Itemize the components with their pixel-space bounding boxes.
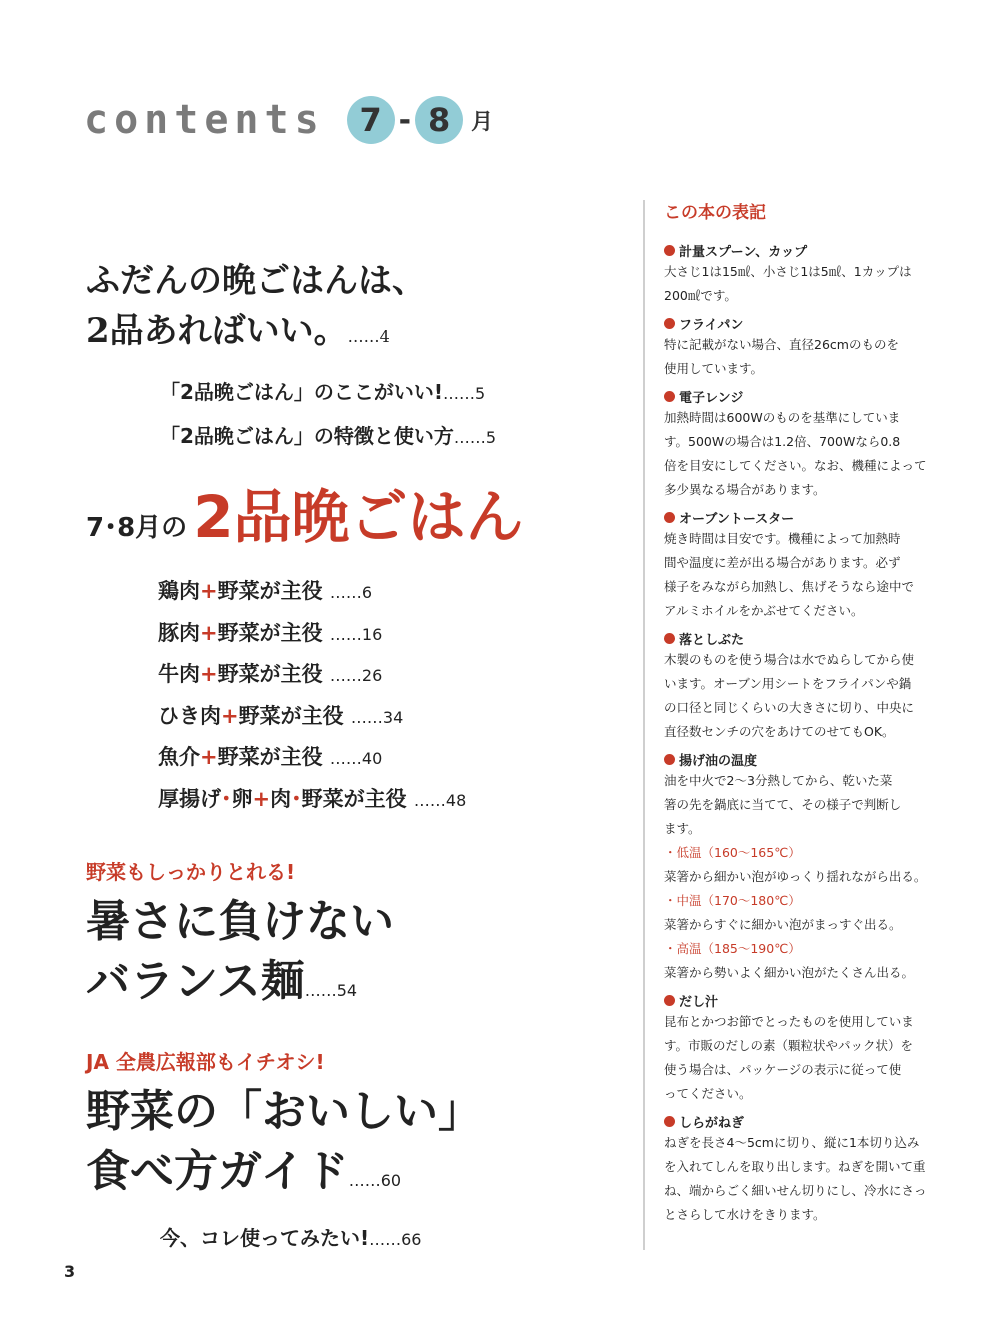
toc-item-label: 野菜が主役 [301, 787, 407, 811]
note-heading-text: オーブントースター [679, 512, 795, 527]
note-body: 焼き時間は目安です。機種によって加熱時 [664, 531, 901, 546]
note-heading-text: フライパン [679, 318, 744, 333]
toc-item-label: 「2品晩ごはん」のここがいい! [160, 380, 444, 404]
section-two-dishes-prefix: 7･8月の [86, 513, 188, 543]
toc-item-label: ひき肉 [158, 704, 221, 728]
page-ref: ……34 [350, 708, 404, 727]
toc-item-label: 野菜が主役 [217, 662, 323, 686]
note-heading [664, 1112, 936, 1131]
bullet-dot-icon [664, 512, 675, 523]
temp-desc-low: 菜箸から細かい泡がゆっくり揺れながら出る。 [664, 869, 927, 884]
section-guide-title[interactable] [86, 1082, 482, 1211]
toc-item-label: 豚肉 [158, 621, 200, 645]
toc-item-tofu-egg-meat[interactable] [158, 783, 466, 813]
bullet-dot-icon [664, 995, 675, 1006]
page-number: 3 [64, 1262, 76, 1281]
month-start-badge: 7 [347, 96, 395, 144]
page-ref: ……60 [348, 1171, 402, 1190]
toc-item-label: 野菜が主役 [217, 745, 323, 769]
plus-sign: + [221, 704, 239, 728]
page-ref: ……16 [329, 625, 383, 644]
plus-sign: + [200, 621, 218, 645]
bullet-dot-icon [664, 245, 675, 256]
toc-item-label: 野菜が主役 [217, 579, 323, 603]
note-body: います。オーブン用シートをフライパンや鍋 [664, 676, 912, 691]
toc-item-label: 「2品晩ごはん」の特徴と使い方 [160, 424, 454, 448]
toc-item-label: 魚介 [158, 745, 200, 769]
note-heading-text: 揚げ油の温度 [679, 754, 758, 769]
temp-label-low: ・低温（160～165℃） [664, 845, 801, 860]
toc-item-seafood[interactable] [158, 741, 382, 771]
toc-item-beef[interactable] [158, 658, 382, 688]
page-ref: ……5 [443, 384, 486, 403]
separator-dot: ･ [221, 787, 232, 811]
note-body: の口径と同じくらいの大きさに切り、中央に [664, 700, 915, 715]
note-body: す。500Wの場合は1.2倍、700Wなら0.8 [664, 434, 901, 449]
note-body: ね、端からごく細いせん切りにし、冷水にさっ [664, 1183, 927, 1198]
bullet-dot-icon [664, 1116, 675, 1127]
toc-item-label: 卵 [231, 787, 253, 811]
note-body: ねぎを長さ4～5cmに切り、縦に1本切り込み [664, 1135, 920, 1150]
bullet-dot-icon [664, 633, 675, 644]
note-body: 様子をみながら加熱し、焦げそうなら途中で [664, 579, 915, 594]
temp-desc-high: 菜箸から勢いよく細かい泡がたくさん出る。 [664, 965, 915, 980]
note-body: 200㎖です。 [664, 288, 737, 303]
section-guide-line2: 食べ方ガイド [86, 1146, 349, 1197]
toc-item-label: 鶏肉 [158, 579, 200, 603]
toc-item-merits[interactable] [160, 376, 485, 405]
page-ref: ……6 [329, 583, 373, 602]
month-dash: - [398, 102, 412, 138]
section-noodles-line1: 暑さに負けない [86, 896, 394, 947]
note-body: 多少異なる場合があります。 [664, 482, 826, 497]
temp-desc-medium: 菜箸からすぐに細かい泡がまっすぐ出る。 [664, 917, 902, 932]
note-heading-text: 落としぶた [679, 633, 745, 648]
note-heading-text: 計量スプーン、カップ [679, 245, 808, 260]
note-body: 箸の先を鍋底に当てて、その様子で判断し [664, 797, 902, 812]
toc-item-chicken[interactable] [158, 575, 372, 605]
notes-title: この本の表記 [664, 203, 766, 223]
page-ref: ……66 [369, 1230, 422, 1249]
note-body: ってください。 [664, 1086, 752, 1101]
toc-item-label: 厚揚げ [158, 787, 221, 811]
note-body: 加熱時間は600Wのものを基準にしていま [664, 410, 901, 425]
note-body: ます。 [664, 821, 701, 836]
section-two-dishes-main: 2品晩ごはん [193, 483, 524, 551]
toc-item-label: 今、コレ使ってみたい! [160, 1226, 370, 1250]
notation-notes [664, 198, 936, 1227]
separator-dot: ･ [291, 787, 302, 811]
note-body: アルミホイルをかぶせてください。 [664, 603, 864, 618]
note-body: 倍を目安にしてください。なお、機種によって [664, 458, 927, 473]
note-heading [664, 991, 936, 1010]
note-body: 大さじ1は15㎖、小さじ1は5㎖、1カップは [664, 264, 912, 279]
note-body: 木製のものを使う場合は水でぬらしてから使 [664, 652, 915, 667]
plus-sign: + [200, 662, 218, 686]
toc-item-minced-meat[interactable] [158, 700, 403, 730]
temp-label-high: ・高温（185～190℃） [664, 941, 801, 956]
section-guide-line1: 野菜の「おいしい」 [86, 1086, 482, 1137]
contents-word: contents [84, 97, 325, 143]
note-heading [664, 508, 936, 527]
bullet-dot-icon [664, 754, 675, 765]
column-divider [643, 200, 645, 1250]
section-everyday-line2: 2品あればいい。 [86, 311, 348, 351]
section-guide-kicker: JA 全農広報部もイチオシ! [86, 1050, 325, 1074]
note-heading [664, 314, 936, 333]
section-two-dishes-title[interactable] [86, 482, 524, 554]
plus-sign: + [200, 745, 218, 769]
page-ref: ……48 [413, 791, 467, 810]
page-ref: ……26 [329, 666, 383, 685]
note-heading-text: 電子レンジ [679, 391, 744, 406]
page-ref: ……4 [347, 327, 390, 346]
note-body: 昆布とかつお節でとったものを使用していま [664, 1014, 914, 1029]
note-body: 直径数センチの穴をあけてのせてもOK。 [664, 724, 895, 739]
toc-item-label: 牛肉 [158, 662, 200, 686]
page-ref: ……54 [304, 981, 358, 1000]
section-noodles-line2: バランス麺 [86, 956, 305, 1007]
note-heading-text: だし汁 [679, 995, 719, 1010]
toc-item-label: 肉 [270, 787, 292, 811]
note-heading [664, 241, 936, 260]
toc-item-features[interactable] [160, 420, 496, 449]
plus-sign: + [252, 787, 271, 811]
section-noodles-title[interactable] [86, 892, 394, 1021]
section-everyday-dinner[interactable] [86, 256, 426, 362]
section-noodles-kicker: 野菜もしっかりとれる! [86, 860, 296, 884]
plus-sign: + [200, 579, 218, 603]
bullet-dot-icon [664, 318, 675, 329]
page-ref: ……40 [329, 749, 383, 768]
section-everyday-line1: ふだんの晩ごはんは、 [86, 261, 426, 301]
toc-item-pork[interactable] [158, 617, 382, 647]
note-body: 間や温度に差が出る場合があります。必ず [664, 555, 901, 570]
month-suffix: 月 [471, 109, 494, 135]
toc-item-try-this[interactable] [160, 1222, 421, 1251]
note-body: とさらして水けをきります。 [664, 1207, 826, 1222]
note-body: を入れてしんを取り出します。ねぎを開いて重 [664, 1159, 926, 1174]
note-body: 使用しています。 [664, 361, 764, 376]
note-heading [664, 750, 936, 769]
page-ref: ……5 [453, 428, 497, 447]
bullet-dot-icon [664, 391, 675, 402]
note-heading [664, 387, 936, 406]
note-heading-text: しらがねぎ [679, 1116, 745, 1131]
note-body: 特に記載がない場合、直径26cmのものを [664, 337, 899, 352]
toc-item-label: 野菜が主役 [217, 621, 323, 645]
temp-label-medium: ・中温（170～180℃） [664, 893, 801, 908]
note-body: す。市販のだしの素（顆粒状やパック状）を [664, 1038, 914, 1053]
note-heading [664, 629, 936, 648]
note-body: 使う場合は、パッケージの表示に従って使 [664, 1062, 902, 1077]
toc-item-label: 野菜が主役 [238, 704, 344, 728]
contents-header [84, 92, 493, 148]
month-end-badge: 8 [415, 96, 463, 144]
note-body: 油を中火で2～3分熱してから、乾いた菜 [664, 773, 893, 788]
